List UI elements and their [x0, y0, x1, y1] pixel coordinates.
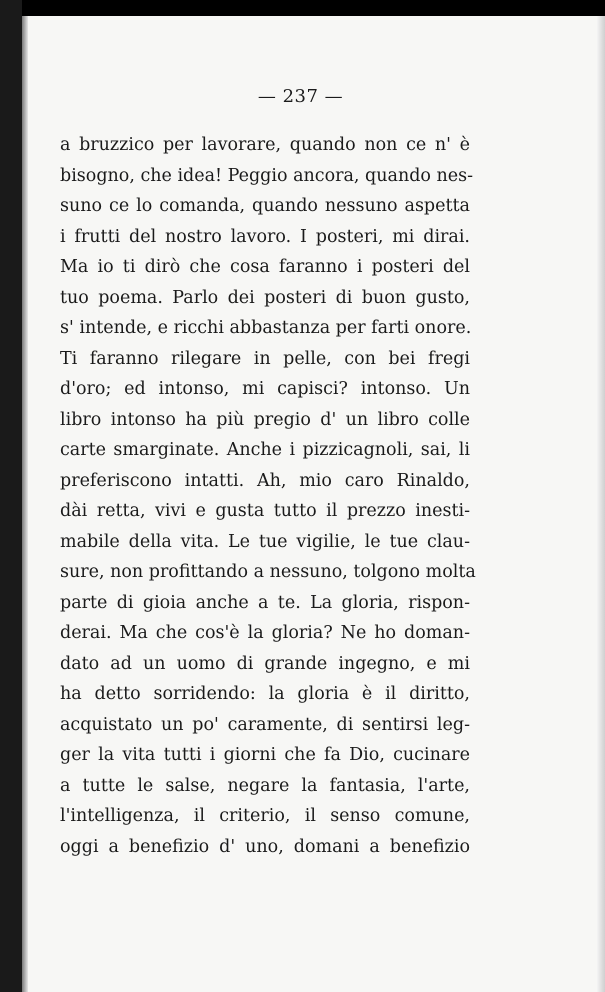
text-line: i frutti del nostro lavoro. I posteri, mi dirai.: [60, 226, 470, 247]
scan-left-border: [0, 0, 22, 992]
text-line: oggi a benefizio d' uno, domani a benefizio: [60, 836, 470, 857]
text-line: ger la vita tutti i giorni che fa Dio, cucinare: [60, 745, 470, 765]
page-number: — 237 —: [257, 86, 344, 107]
text-line: libro intonso ha più pregio d' un libro colle: [60, 409, 470, 430]
scan-top-border: [0, 0, 605, 16]
text-line: a tutte le salse, negare la fantasia, l'arte,: [60, 775, 470, 796]
text-line: s' intende, e ricchi abbastanza per farti onore.: [60, 318, 472, 338]
body-text: [60, 130, 476, 862]
text-line: acquistato un po' caramente, di sentirsi leg-: [60, 714, 470, 735]
text-line: tuo poema. Parlo dei posteri di buon gusto,: [60, 287, 470, 308]
text-line: dài retta, vivi e gusta tutto il prezzo inesti-: [60, 501, 470, 521]
text-line: a bruzzico per lavorare, quando non ce n' è: [60, 135, 470, 155]
text-line: Ma io ti dirò che cosa faranno i posteri del: [60, 257, 470, 277]
text-line: derai. Ma che cos'è la gloria? Ne ho doman-: [60, 623, 470, 643]
text-line: dato ad un uomo di grande ingegno, e mi: [60, 653, 470, 674]
text-line: l'intelligenza, il criterio, il senso comune,: [60, 806, 470, 826]
text-line: ha detto sorridendo: la gloria è il diritto,: [60, 684, 470, 704]
text-line: Ti faranno rilegare in pelle, con bei fregi: [60, 348, 470, 369]
book-page: [28, 16, 597, 992]
page-right-edge: [597, 16, 605, 992]
text-line: bisogno, che idea! Peggio ancora, quando nes-: [60, 165, 474, 186]
text-line: parte di gioia anche a te. La gloria, rispon-: [60, 592, 470, 613]
text-line: carte smarginate. Anche i pizzicagnoli, sai, li: [60, 440, 470, 460]
text-line: suno ce lo comanda, quando nessuno aspetta: [60, 196, 470, 216]
text-line: preferiscono intatti. Ah, mio caro Rinaldo,: [60, 470, 470, 491]
text-line: mabile della vita. Le tue vigilie, le tue clau-: [60, 531, 470, 552]
text-line: d'oro; ed intonso, mi capisci? intonso. Un: [60, 379, 470, 399]
text-line: sure, non profittando a nessuno, tolgono molta: [60, 562, 476, 582]
